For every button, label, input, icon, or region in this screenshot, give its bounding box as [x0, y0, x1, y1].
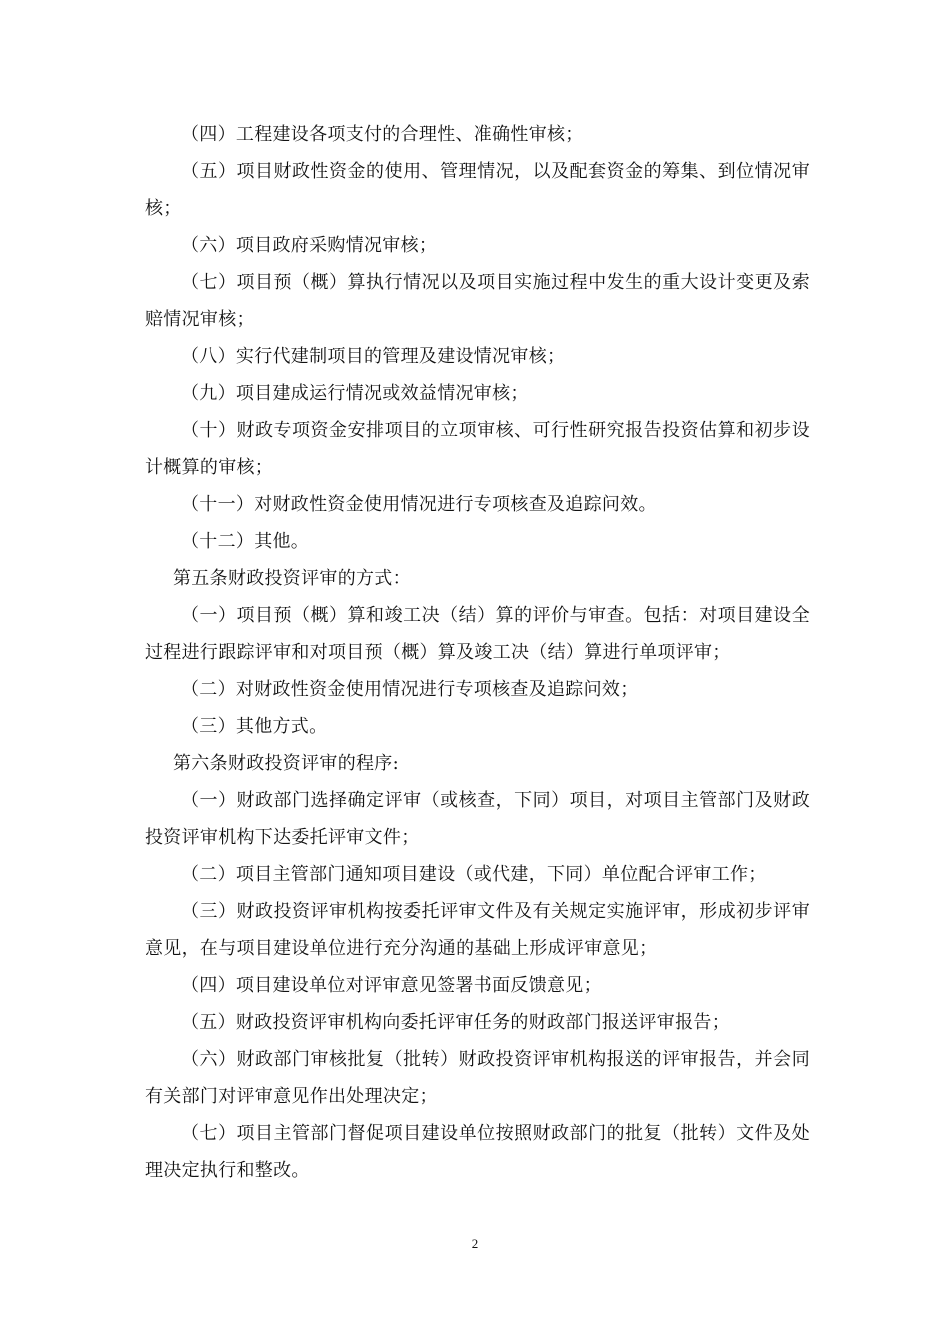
article-6-heading: 第六条财政投资评审的程序: [173, 753, 399, 774]
paragraph-item-4-payment-review: （四）工程建设各项支付的合理性、准确性审核； [181, 124, 584, 145]
paragraph-item-6-procurement-review: （六）项目政府采购情况审核； [181, 235, 438, 256]
paragraph-item-12-other: （十二）其他。 [181, 531, 310, 552]
paragraph-procedure-4: （四）项目建设单位对评审意见签署书面反馈意见； [181, 975, 602, 996]
paragraph-procedure-3: （三）财政投资评审机构按委托评审文件及有关规定实施评审，形成初步评审意见，在与项目建设单位进行充分沟通的基础上形成评审意见； [145, 901, 810, 959]
paragraph-item-11-special-verification: （十一）对财政性资金使用情况进行专项核查及追踪问效。 [181, 494, 657, 515]
paragraph-procedure-1: （一）财政部门选择确定评审（或核查，下同）项目，对项目主管部门及财政投资评审机构下达委托评审文件； [145, 790, 810, 848]
paragraph-method-2: （二）对财政性资金使用情况进行专项核查及追踪问效； [181, 679, 639, 700]
paragraph-item-9-operation-review: （九）项目建成运行情况或效益情况审核； [181, 383, 529, 404]
paragraph-procedure-7: （七）项目主管部门督促项目建设单位按照财政部门的批复（批转）文件及处理决定执行和整改。 [145, 1123, 810, 1181]
paragraph-item-8-agent-construction-review: （八）实行代建制项目的管理及建设情况审核； [181, 346, 566, 367]
paragraph-item-5-fund-usage-review: （五）项目财政性资金的使用、管理情况，以及配套资金的筹集、到位情况审核； [145, 161, 810, 219]
paragraph-method-3: （三）其他方式。 [181, 716, 328, 737]
paragraph-procedure-2: （二）项目主管部门通知项目建设（或代建，下同）单位配合评审工作； [181, 864, 767, 885]
paragraph-procedure-5: （五）财政投资评审机构向委托评审任务的财政部门报送评审报告； [181, 1012, 730, 1033]
paragraph-item-7-budget-execution-review: （七）项目预（概）算执行情况以及项目实施过程中发生的重大设计变更及索赔情况审核； [145, 272, 810, 330]
article-5-heading: 第五条财政投资评审的方式： [173, 568, 411, 589]
document-body [145, 116, 810, 1189]
paragraph-item-10-project-approval-review: （十）财政专项资金安排项目的立项审核、可行性研究报告投资估算和初步设计概算的审核； [145, 420, 810, 478]
paragraph-method-1: （一）项目预（概）算和竣工决（结）算的评价与审查。包括：对项目建设全过程进行跟踪评审和对项目预（概）算及竣工决（结）算进行单项评审； [145, 605, 810, 663]
paragraph-procedure-6: （六）财政部门审核批复（批转）财政投资评审机构报送的评审报告，并会同有关部门对评审意见作出处理决定； [145, 1049, 810, 1107]
page-number: 2 [471, 1236, 479, 1251]
